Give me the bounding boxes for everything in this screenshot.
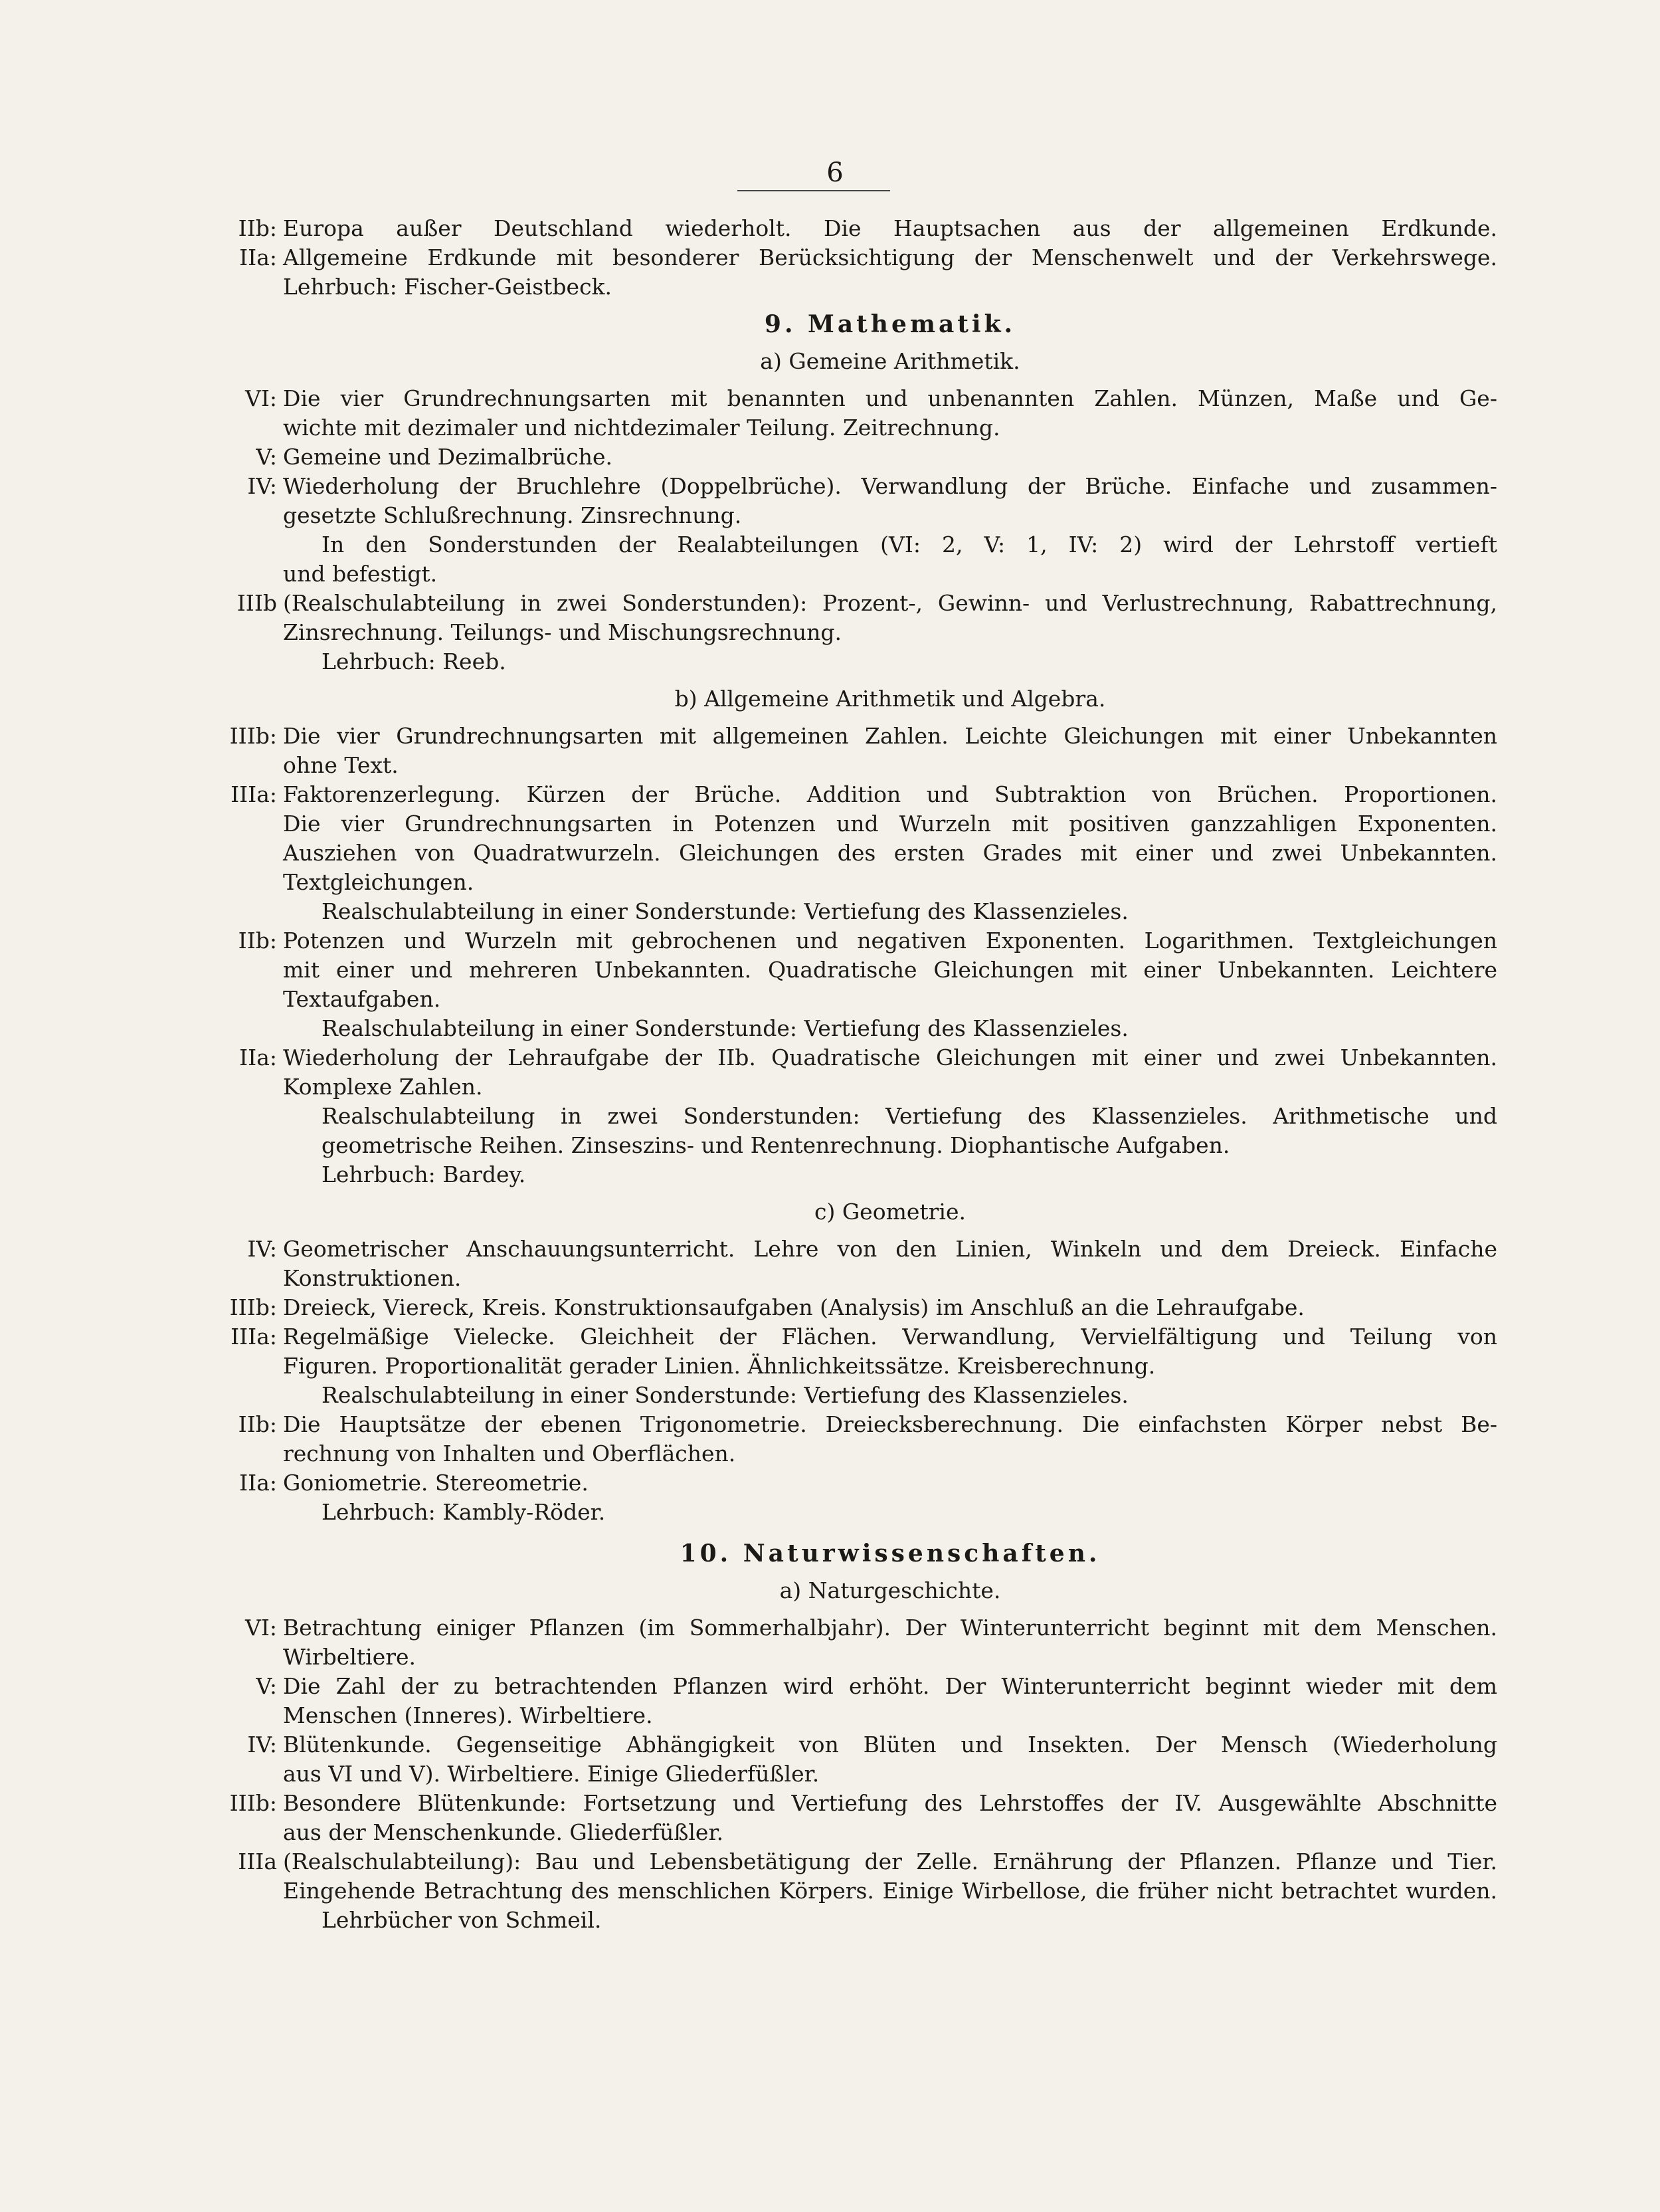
entry-text: Wirbeltiere.	[283, 1644, 416, 1670]
class-label: IIIb:	[229, 1790, 277, 1816]
entry-text: Potenzen und Wurzeln mit gebrochenen und negativen Exponenten. Logarithmen. Textgleichungen	[283, 928, 1497, 954]
entry-text: Realschulabteilung in zwei Sonderstunden: Vertiefung des Klassenzieles. Arithmetische und	[322, 1103, 1497, 1129]
class-label: V:	[256, 444, 277, 470]
subsection-title: a) Gemeine Arithmetik.	[760, 348, 1020, 374]
entry-text: mit einer und mehreren Unbekannten. Quadratische Gleichungen mit einer Unbekannten. Leichtere	[283, 957, 1497, 983]
entry-text: Wiederholung der Bruchlehre (Doppelbrüche). Verwandlung der Brüche. Einfache und zusammen-	[283, 473, 1497, 499]
entry-text: Besondere Blütenkunde: Fortsetzung und Vertiefung des Lehrstoffes der IV. Ausgewählte Abschnitte	[283, 1790, 1497, 1816]
entry-text: Europa außer Deutschland wiederholt. Die Hauptsachen aus der allgemeinen Erdkunde.	[283, 215, 1497, 241]
entry-text: rechnung von Inhalten und Oberflächen.	[283, 1441, 736, 1466]
entry-line	[0, 243, 1660, 272]
entry-text: gesetzte Schlußrechnung. Zinsrechnung.	[283, 502, 742, 528]
entry-text: Die Zahl der zu betrachtenden Pflanzen wird erhöht. Der Winterunterricht beginnt wieder mit dem	[283, 1673, 1497, 1699]
class-label: V:	[256, 1673, 277, 1699]
class-label: VI:	[245, 1615, 277, 1641]
class-label: IIa:	[239, 1045, 277, 1070]
entry-text: Komplexe Zahlen.	[283, 1074, 483, 1100]
textbook-text: Lehrbuch: Kambly-Röder.	[322, 1499, 606, 1525]
class-label: IIIb:	[229, 723, 277, 749]
class-label: IIa:	[239, 1470, 277, 1496]
page-number-rule	[737, 190, 890, 191]
class-label: VI:	[245, 385, 277, 411]
entry-text: Realschulabteilung in einer Sonderstunde: Vertiefung des Klassenzieles.	[322, 898, 1129, 924]
textbook-text: Lehrbuch: Reeb.	[322, 649, 506, 674]
subsection-heading-line	[0, 1197, 1660, 1227]
entry-text: und befestigt.	[283, 561, 438, 587]
entry-text: Eingehende Betrachtung des menschlichen Körpers. Einige Wirbellose, die früher nicht betrachtet wurden.	[283, 1878, 1497, 1904]
textbook-text: Lehrbuch: Bardey.	[322, 1161, 526, 1187]
section-heading-line	[0, 310, 1660, 339]
entry-text: Wiederholung der Lehraufgabe der IIb. Quadratische Gleichungen mit einer und zwei Unbekannten.	[283, 1045, 1497, 1070]
page-number: 6	[826, 157, 844, 188]
class-label: IIIa:	[231, 1324, 277, 1350]
entry-text: Die Hauptsätze der ebenen Trigonometrie. Dreiecksberechnung. Die einfachsten Körper nebst Be-	[283, 1411, 1497, 1437]
class-label: IV:	[247, 1236, 277, 1262]
entry-text: Realschulabteilung in einer Sonderstunde: Vertiefung des Klassenzieles.	[322, 1015, 1129, 1041]
entry-text: Textgleichungen.	[283, 869, 474, 895]
entry-text: Zinsrechnung. Teilungs- und Mischungsrechnung.	[283, 619, 842, 645]
class-label: IIIb:	[229, 1294, 277, 1320]
class-label: IIa:	[239, 245, 277, 270]
subsection-title: a) Naturgeschichte.	[779, 1577, 1001, 1603]
subsection-heading-line	[0, 684, 1660, 714]
entry-text: Die vier Grundrechnungsarten in Potenzen und Wurzeln mit positiven ganzzahligen Exponenten.	[283, 811, 1497, 837]
class-label: IV:	[247, 1732, 277, 1758]
entry-line	[0, 214, 1660, 243]
entry-text: wichte mit dezimaler und nichtdezimaler Teilung. Zeitrechnung.	[283, 415, 1000, 441]
entry-text: Gemeine und Dezimalbrüche.	[283, 444, 613, 470]
entry-text: ohne Text.	[283, 752, 399, 778]
entry-text: Blütenkunde. Gegenseitige Abhängigkeit von Blüten und Insekten. Der Mensch (Wiederholung	[283, 1732, 1497, 1758]
entry-text: Menschen (Inneres). Wirbeltiere.	[283, 1702, 653, 1728]
entry-text: Ausziehen von Quadratwurzeln. Gleichungen des ersten Grades mit einer und zwei Unbekannten.	[283, 840, 1497, 866]
entry-text: Dreieck, Viereck, Kreis. Konstruktionsaufgaben (Analysis) im Anschluß an die Lehraufgabe.	[283, 1294, 1305, 1320]
section-title-naturwissenschaften: 10. Naturwissenschaften.	[680, 1540, 1101, 1567]
section-heading-line	[0, 1539, 1660, 1568]
entry-text: geometrische Reihen. Zinseszins- und Rentenrechnung. Diophantische Aufgaben.	[322, 1132, 1230, 1158]
entry-text: Allgemeine Erdkunde mit besonderer Berücksichtigung der Menschenwelt und der Verkehrswege.	[283, 245, 1497, 270]
entry-text: Faktorenzerlegung. Kürzen der Brüche. Addition und Subtraktion von Brüchen. Proportionen.	[283, 781, 1497, 807]
entry-text: Geometrischer Anschauungsunterricht. Lehre von den Linien, Winkeln und dem Dreieck. Einfache	[283, 1236, 1497, 1262]
entry-text: Die vier Grundrechnungsarten mit allgemeinen Zahlen. Leichte Gleichungen mit einer Unbekannten	[283, 723, 1497, 749]
class-label: IIIb	[236, 590, 277, 616]
entry-text: (Realschulabteilung in zwei Sonderstunden): Prozent-, Gewinn- und Verlustrechnung, Rabattrechnung,	[283, 590, 1497, 616]
class-label: IIb:	[238, 215, 277, 241]
section-title-mathematik: 9. Mathematik.	[764, 310, 1016, 338]
entry-text: Betrachtung einiger Pflanzen (im Sommerhalbjahr). Der Winterunterricht beginnt mit dem Menschen.	[283, 1615, 1497, 1641]
entry-text: (Realschulabteilung): Bau und Lebensbetätigung der Zelle. Ernährung der Pflanzen. Pflanze und Tier.	[283, 1849, 1497, 1874]
entry-text: Regelmäßige Vielecke. Gleichheit der Flächen. Verwandlung, Vervielfältigung und Teilung von	[283, 1324, 1497, 1350]
page-content	[0, 214, 1660, 1935]
entry-text: Goniometrie. Stereometrie.	[283, 1470, 589, 1496]
class-label: IIb:	[238, 928, 277, 954]
textbook-text: Lehrbuch: Fischer-Geistbeck.	[283, 274, 612, 300]
entry-text: aus VI und V). Wirbeltiere. Einige Gliederfüßler.	[283, 1761, 820, 1787]
class-label: IIIa:	[231, 781, 277, 807]
textbook-text: Lehrbücher von Schmeil.	[322, 1907, 602, 1933]
entry-text: aus der Menschenkunde. Gliederfüßler.	[283, 1819, 724, 1845]
class-label: IIb:	[238, 1411, 277, 1437]
entry-text: Realschulabteilung in einer Sonderstunde: Vertiefung des Klassenzieles.	[322, 1382, 1129, 1408]
textbook-line	[0, 272, 1660, 302]
class-label: IIIa	[238, 1849, 277, 1874]
entry-text: In den Sonderstunden der Realabteilungen (VI: 2, V: 1, IV: 2) wird der Lehrstoff vertieft	[322, 532, 1497, 557]
subsection-heading-line	[0, 347, 1660, 376]
entry-text: Konstruktionen.	[283, 1265, 462, 1291]
subsection-heading-line	[0, 1576, 1660, 1605]
subsection-title: c) Geometrie.	[814, 1199, 967, 1225]
subsection-title: b) Allgemeine Arithmetik und Algebra.	[674, 686, 1106, 712]
class-label: IV:	[247, 473, 277, 499]
entry-text: Textaufgaben.	[283, 986, 441, 1012]
entry-text: Die vier Grundrechnungsarten mit benannten und unbenannten Zahlen. Münzen, Maße und Ge-	[283, 385, 1497, 411]
entry-text: Figuren. Proportionalität gerader Linien. Ähnlichkeitssätze. Kreisberechnung.	[283, 1353, 1156, 1379]
